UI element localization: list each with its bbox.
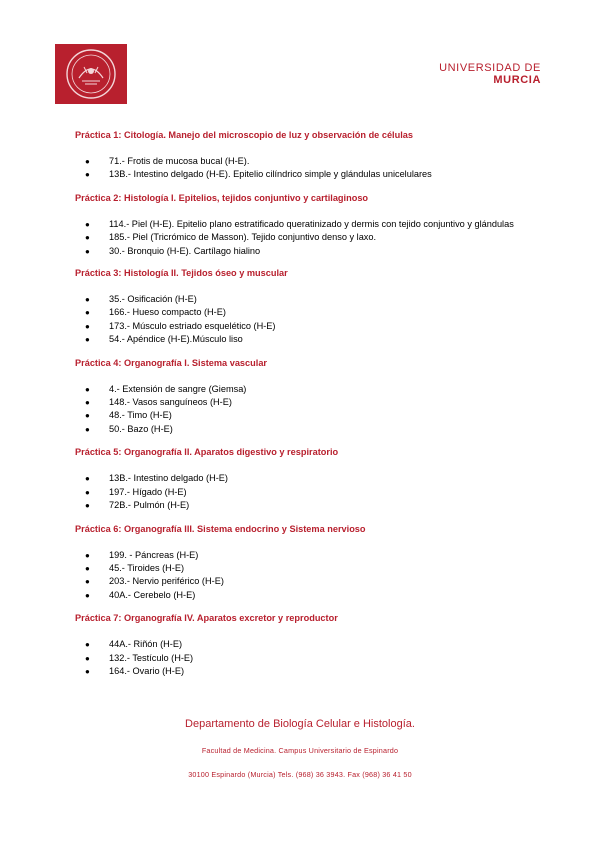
section-title: Práctica 3: Histología II. Tejidos óseo y muscular (75, 268, 288, 279)
slide-list (75, 383, 545, 437)
slide-label: 164.- Ovario (H-E) (109, 665, 185, 676)
slide-label: 173.- Músculo estriado esquelético (H-E) (109, 320, 276, 331)
university-name (439, 62, 541, 86)
slide-label: 13B.- Intestino delgado (H-E) (109, 473, 228, 484)
slide-label: 40A.- Cerebelo (H-E) (109, 589, 196, 600)
bullet-icon: ● (85, 335, 90, 345)
bullet-icon: ● (85, 411, 90, 421)
bullet-icon: ● (85, 550, 90, 560)
bullet-icon: ● (85, 157, 90, 166)
practice-list (75, 129, 545, 678)
practice-section (75, 357, 545, 437)
slide-label: 54.- Apéndice (H-E).Músculo liso (109, 334, 243, 345)
bullet-icon: ● (85, 321, 90, 331)
list-item (85, 306, 545, 319)
list-item (85, 320, 545, 333)
list-item (85, 231, 545, 244)
slide-label: 203.- Nervio periférico (H-E) (109, 576, 224, 587)
slide-label: 71.- Frotis de mucosa bucal (H-E). (109, 156, 250, 166)
practice-section (75, 612, 545, 678)
bullet-icon: ● (85, 384, 90, 394)
list-item (85, 589, 545, 602)
university-logo-block (55, 44, 127, 104)
practice-section (75, 192, 545, 258)
section-title: Práctica 5: Organografía II. Aparatos digestivo y respiratorio (75, 447, 339, 458)
slide-list (75, 472, 545, 512)
slide-label: 114.- Piel (H-E). Epitelio plano estratificado queratinizado y dermis con tejido conjuntivo y glándulas (109, 218, 514, 229)
slide-label: 45.- Tiroides (H-E) (109, 562, 185, 573)
list-item (85, 665, 545, 678)
list-item (85, 575, 545, 588)
bullet-icon: ● (85, 308, 90, 318)
university-name-line1: UNIVERSIDAD DE (439, 62, 541, 74)
list-item (85, 218, 545, 231)
section-title: Práctica 2: Histología I. Epitelios, tejidos conjuntivo y cartilaginoso (75, 192, 369, 203)
slide-label: 148.- Vasos sanguíneos (H-E) (109, 397, 232, 408)
bullet-icon: ● (85, 590, 90, 600)
bullet-icon: ● (85, 233, 90, 243)
bullet-icon: ● (85, 577, 90, 587)
slide-label: 35.- Osificación (H-E) (109, 294, 197, 305)
list-item (85, 652, 545, 665)
practice-section (75, 446, 545, 512)
slide-label: 44A.- Riñón (H-E) (109, 639, 183, 650)
list-item (85, 383, 545, 396)
bullet-icon: ● (85, 563, 90, 573)
slide-label: 197.- Hígado (H-E) (109, 486, 187, 497)
slide-list (75, 638, 545, 678)
slide-list (75, 293, 545, 347)
section-title: Práctica 1: Citología. Manejo del microscopio de luz y observación de células (75, 130, 413, 140)
university-seal-icon (65, 48, 117, 100)
slide-label: 72B.- Pulmón (H-E) (109, 500, 190, 511)
practice-section (75, 267, 545, 347)
bullet-icon: ● (85, 398, 90, 408)
university-name-line2: MURCIA (493, 74, 541, 86)
bullet-icon: ● (85, 170, 90, 180)
slide-label: 199. - Páncreas (H-E) (109, 549, 199, 560)
footer-department: Departamento de Biología Celular e Histología. (185, 718, 415, 730)
bullet-icon: ● (85, 295, 90, 305)
slide-label: 30.- Bronquio (H-E). Cartílago hialino (109, 245, 261, 256)
slide-list (75, 155, 545, 182)
bullet-icon: ● (85, 246, 90, 256)
section-title: Práctica 4: Organografía I. Sistema vascular (75, 357, 268, 368)
list-item (85, 155, 545, 168)
list-item (85, 499, 545, 512)
section-title: Práctica 6: Organografía III. Sistema endocrino y Sistema nervioso (75, 523, 366, 534)
practice-section (75, 523, 545, 603)
slide-label: 185.- Piel (Tricrómico de Masson). Tejido conjuntivo denso y laxo. (109, 232, 377, 243)
bullet-icon: ● (85, 666, 90, 676)
slide-list (75, 549, 545, 603)
list-item (85, 245, 545, 258)
slide-label: 166.- Hueso compacto (H-E) (109, 307, 226, 318)
footer-faculty: Facultad de Medicina. Campus Universitario de Espinardo (201, 746, 399, 755)
bullet-icon: ● (85, 640, 90, 650)
bullet-icon: ● (85, 424, 90, 434)
slide-label: 48.- Timo (H-E) (109, 410, 172, 421)
section-title: Práctica 7: Organografía IV. Aparatos excretor y reproductor (75, 613, 338, 624)
slide-label: 13B.- Intestino delgado (H-E). Epitelio cilíndrico simple y glándulas unicelulares (109, 169, 432, 180)
bullet-icon: ● (85, 474, 90, 484)
list-item (85, 638, 545, 651)
slide-label: 132.- Testículo (H-E) (109, 652, 194, 663)
bullet-icon: ● (85, 219, 90, 229)
footer-address: 30100 Espinardo (Murcia) Tels. (968) 36 3943. Fax (968) 36 41 50 (188, 770, 412, 779)
list-item (85, 472, 545, 485)
list-item (85, 293, 545, 306)
bullet-icon: ● (85, 501, 90, 511)
bullet-icon: ● (85, 653, 90, 663)
slide-list (75, 218, 545, 258)
list-item (85, 168, 545, 181)
list-item (85, 423, 545, 436)
practice-section (75, 129, 545, 182)
list-item (85, 486, 545, 499)
slide-label: 4.- Extensión de sangre (Giemsa) (109, 383, 247, 394)
slide-label: 50.- Bazo (H-E) (109, 423, 173, 434)
list-item (85, 333, 545, 346)
list-item (85, 396, 545, 409)
bullet-icon: ● (85, 487, 90, 497)
list-item (85, 549, 545, 562)
list-item (85, 409, 545, 422)
list-item (85, 562, 545, 575)
